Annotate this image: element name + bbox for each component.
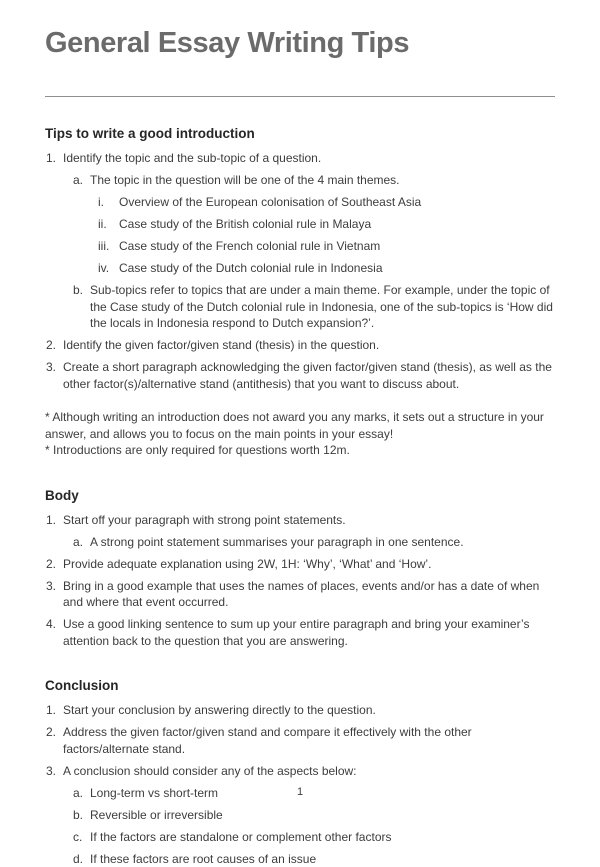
list-text: Case study of the British colonial rule in Malaya (119, 216, 555, 233)
list-item (45, 724, 555, 757)
list-text: Overview of the European colonisation of Southeast Asia (119, 194, 555, 211)
list-item (45, 851, 555, 867)
list-marker: a. (73, 172, 90, 189)
list-marker: i. (98, 194, 119, 211)
list-marker: b. (73, 282, 90, 332)
section-body (45, 488, 555, 650)
list-item (45, 150, 555, 167)
list-item (45, 702, 555, 719)
page-title: General Essay Writing Tips (45, 27, 555, 60)
list-text: A strong point statement summarises your paragraph in one sentence. (90, 534, 555, 551)
list-item (45, 829, 555, 846)
list-text: Address the given factor/given stand and compare it effectively with the other factors/alternate stand. (63, 724, 555, 757)
list-marker: a. (73, 534, 90, 551)
list-item (45, 578, 555, 611)
list-text: Start off your paragraph with strong point statements. (63, 512, 555, 529)
list-marker: 1. (46, 702, 63, 719)
list-marker: ii. (98, 216, 119, 233)
list-item (45, 216, 555, 233)
list-text: Start your conclusion by answering directly to the question. (63, 702, 555, 719)
list-marker: 4. (46, 616, 63, 649)
list-item (45, 556, 555, 573)
list-item (45, 534, 555, 551)
list-item (45, 282, 555, 332)
list-text: Identify the given factor/given stand (thesis) in the question. (63, 337, 555, 354)
page-footer (0, 786, 600, 798)
list-item (45, 616, 555, 649)
list-text: Identify the topic and the sub-topic of a question. (63, 150, 555, 167)
list-item (45, 512, 555, 529)
list-item (45, 763, 555, 780)
list-text: Provide adequate explanation using 2W, 1H: ‘Why’, ‘What’ and ‘How’. (63, 556, 555, 573)
introduction-heading: Tips to write a good introduction (45, 126, 555, 141)
list-marker: 3. (46, 763, 63, 780)
list-item (45, 807, 555, 824)
list-text: The topic in the question will be one of the 4 main themes. (90, 172, 555, 189)
list-text: Reversible or irreversible (90, 807, 555, 824)
list-marker: iv. (98, 260, 119, 277)
list-text: Bring in a good example that uses the names of places, events and/or has a date of when and where that event occurred. (63, 578, 555, 611)
list-marker: b. (73, 807, 90, 824)
list-marker: 3. (46, 578, 63, 611)
title-divider (45, 96, 555, 97)
list-text: Case study of the French colonial rule in Vietnam (119, 238, 555, 255)
list-text: If these factors are root causes of an issue (90, 851, 555, 867)
section-conclusion (45, 678, 555, 867)
conclusion-heading: Conclusion (45, 678, 555, 693)
list-marker: 2. (46, 724, 63, 757)
list-text: Long-term vs short-term (90, 785, 555, 802)
list-text: Sub-topics refer to topics that are under a main theme. For example, under the topic of the Case study of the Dutch colonial rule in Indonesia, one of the sub-topics is ‘How did the locals in Indonesia respond to Dutch expansion?’. (90, 282, 555, 332)
list-text: A conclusion should consider any of the aspects below: (63, 763, 555, 780)
body-heading: Body (45, 488, 555, 503)
list-item (45, 238, 555, 255)
note-line: * Introductions are only required for questions worth 12m. (45, 442, 555, 459)
page-number: 1 (297, 786, 303, 798)
section-introduction (45, 126, 555, 459)
list-marker: 2. (46, 556, 63, 573)
note-line: * Although writing an introduction does not award you any marks, it sets out a structure in your answer, and allows you to focus on the main points in your essay! (45, 409, 555, 442)
list-text: Case study of the Dutch colonial rule in Indonesia (119, 260, 555, 277)
list-marker: 2. (46, 337, 63, 354)
list-marker: a. (73, 785, 90, 802)
list-text: Create a short paragraph acknowledging the given factor/given stand (thesis), as well as the other factor(s)/alternative stand (antithesis) that you want to discuss about. (63, 359, 555, 392)
list-text: Use a good linking sentence to sum up your entire paragraph and bring your examiner’s attention back to the question that you are answering. (63, 616, 555, 649)
list-marker: iii. (98, 238, 119, 255)
introduction-notes (45, 409, 555, 459)
list-item (45, 337, 555, 354)
list-text: If the factors are standalone or complement other factors (90, 829, 555, 846)
list-marker: 1. (46, 150, 63, 167)
list-item (45, 194, 555, 211)
list-marker: d. (73, 851, 90, 867)
list-marker: 1. (46, 512, 63, 529)
list-item (45, 260, 555, 277)
list-marker: c. (73, 829, 90, 846)
list-item (45, 359, 555, 392)
list-marker: 3. (46, 359, 63, 392)
list-item (45, 172, 555, 189)
